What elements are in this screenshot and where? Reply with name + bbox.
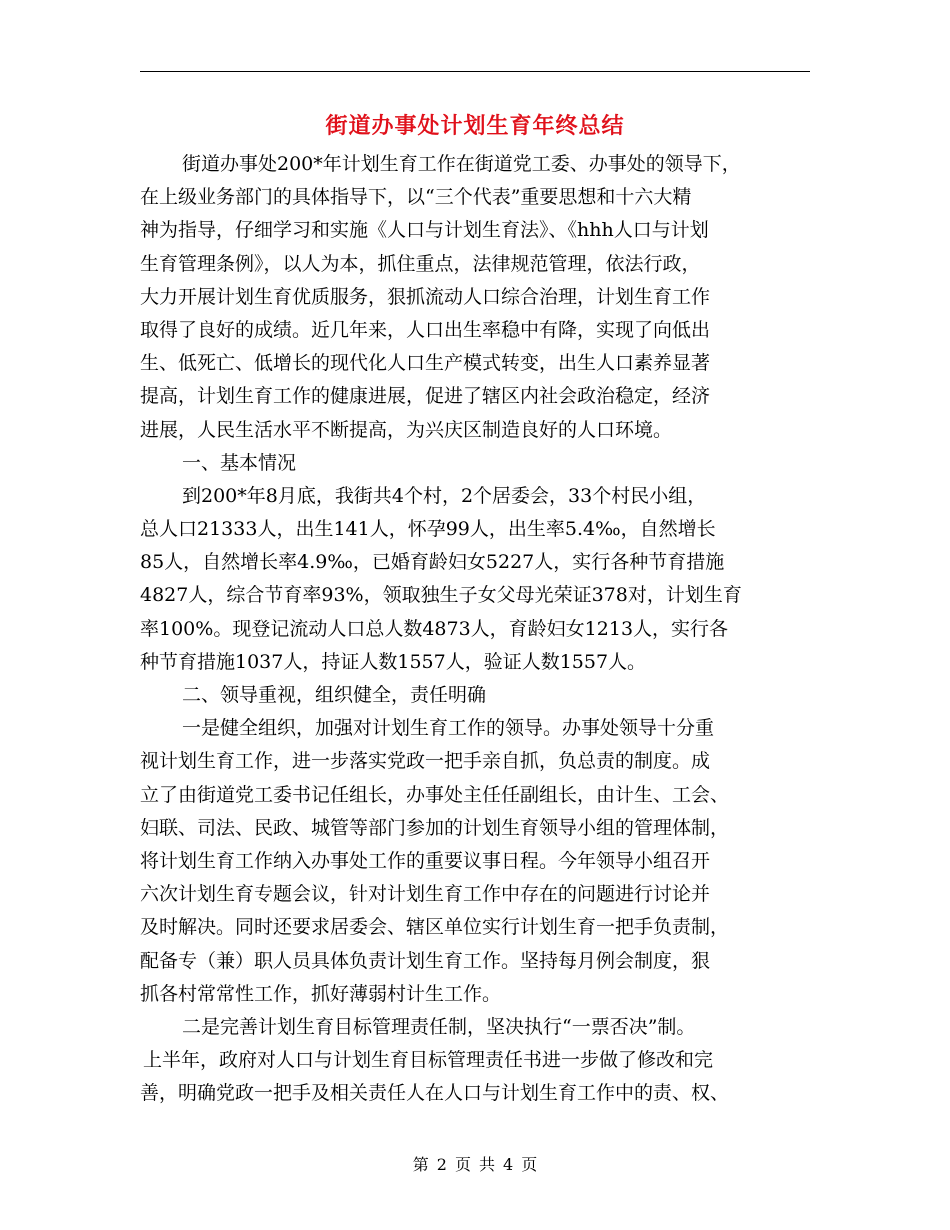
header-rule: [140, 71, 810, 72]
document-body: [140, 148, 810, 1110]
paragraph-line: 进展，人民生活水平不断提高，为兴庆区制造良好的人口环境。: [140, 418, 673, 441]
paragraph-line: 生育管理条例》，以人为本，抓住重点，法律规范管理，依法行政，: [140, 252, 701, 275]
paragraph-line: 85人，自然增长率4.9‰，已婚育龄妇女5227人，实行各种节育措施: [140, 551, 725, 574]
footer-suffix: 页: [521, 1155, 538, 1174]
paragraph-line: 及时解决。同时还要求居委会、辖区单位实行计划生育一把手负责制，: [140, 916, 730, 939]
paragraph-line: 种节育措施1037人，持证人数1557人，验证人数1557人。: [140, 650, 647, 673]
paragraph-line: 妇联、司法、民政、城管等部门参加的计划生育领导小组的管理体制，: [140, 816, 730, 839]
paragraph-line: 取得了良好的成绩。近几年来，人口出生率稳中有降，实现了向低出: [140, 318, 711, 341]
paragraph-line: 大力开展计划生育优质服务，狠抓流动人口综合治理，计划生育工作: [140, 285, 711, 308]
document-title: 街道办事处计划生育年终总结: [325, 113, 625, 139]
total-pages: 4: [503, 1155, 514, 1174]
paragraph-line: 善，明确党政一把手及相关责任人在人口与计划生育工作中的责、权、: [140, 1082, 730, 1105]
paragraph-line: 神为指导，仔细学习和实施《人口与计划生育法》、《hhh人口与计划: [140, 219, 709, 242]
paragraph-line: 立了由街道党工委书记任组长，办事处主任任副组长，由计生、工会、: [140, 783, 730, 806]
paragraph-line: 一是健全组织，加强对计划生育工作的领导。办事处领导十分重: [182, 717, 715, 740]
footer-total-prefix: 共: [479, 1155, 496, 1174]
paragraph-line: 二是完善计划生育目标管理责任制，坚决执行“一票否决”制。: [182, 1015, 696, 1038]
paragraph-line: 将计划生育工作纳入办事处工作的重要议事日程。今年领导小组召开: [140, 849, 711, 872]
paragraph-line: 街道办事处200*年计划生育工作在街道党工委、办事处的领导下，: [182, 153, 741, 175]
paragraph-line: 上半年，政府对人口与计划生育目标管理责任书进一步做了修改和完: [143, 1049, 714, 1072]
page-footer: [0, 1153, 950, 1177]
paragraph-line: 提高，计划生育工作的健康进展，促进了辖区内社会政治稳定，经济: [140, 385, 711, 408]
paragraph-line: 抓各村常常性工作，抓好薄弱村计生工作。: [140, 982, 502, 1005]
paragraph-line: 率100%。现登记流动人口总人数4873人，育龄妇女1213人，实行各: [140, 617, 729, 640]
paragraph-line: 配备专（兼）职人员具体负责计划生育工作。坚持每月例会制度，狠: [140, 949, 711, 972]
paragraph-line: 4827人，综合节育率93%，领取独生子女父母光荣证378对，计划生育: [140, 584, 742, 607]
section-heading: 一、基本情况: [182, 451, 297, 474]
section-heading: 二、领导重视，组织健全，责任明确: [182, 684, 487, 706]
paragraph-line: 六次计划生育专题会议，针对计划生育工作中存在的问题进行讨论并: [140, 883, 711, 906]
paragraph-line: 总人口21333人，出生141人，怀孕99人，出生率5.4‰，自然增长: [140, 518, 716, 541]
footer-prefix: 第: [412, 1155, 429, 1174]
paragraph-line: 视计划生育工作，进一步落实党政一把手亲自抓，负总责的制度。成: [140, 750, 711, 773]
footer-page-label: 页: [454, 1155, 471, 1174]
paragraph-line: 到200*年8月底，我街共4个村，2个居委会，33个村民小组，: [182, 484, 707, 507]
paragraph-line: 生、低死亡、低增长的现代化人口生产模式转变，出生人口素养显著: [140, 352, 711, 375]
paragraph-line: 在上级业务部门的具体指导下，以“三个代表”重要思想和十六大精: [140, 186, 692, 209]
page-number: 2: [436, 1155, 447, 1174]
